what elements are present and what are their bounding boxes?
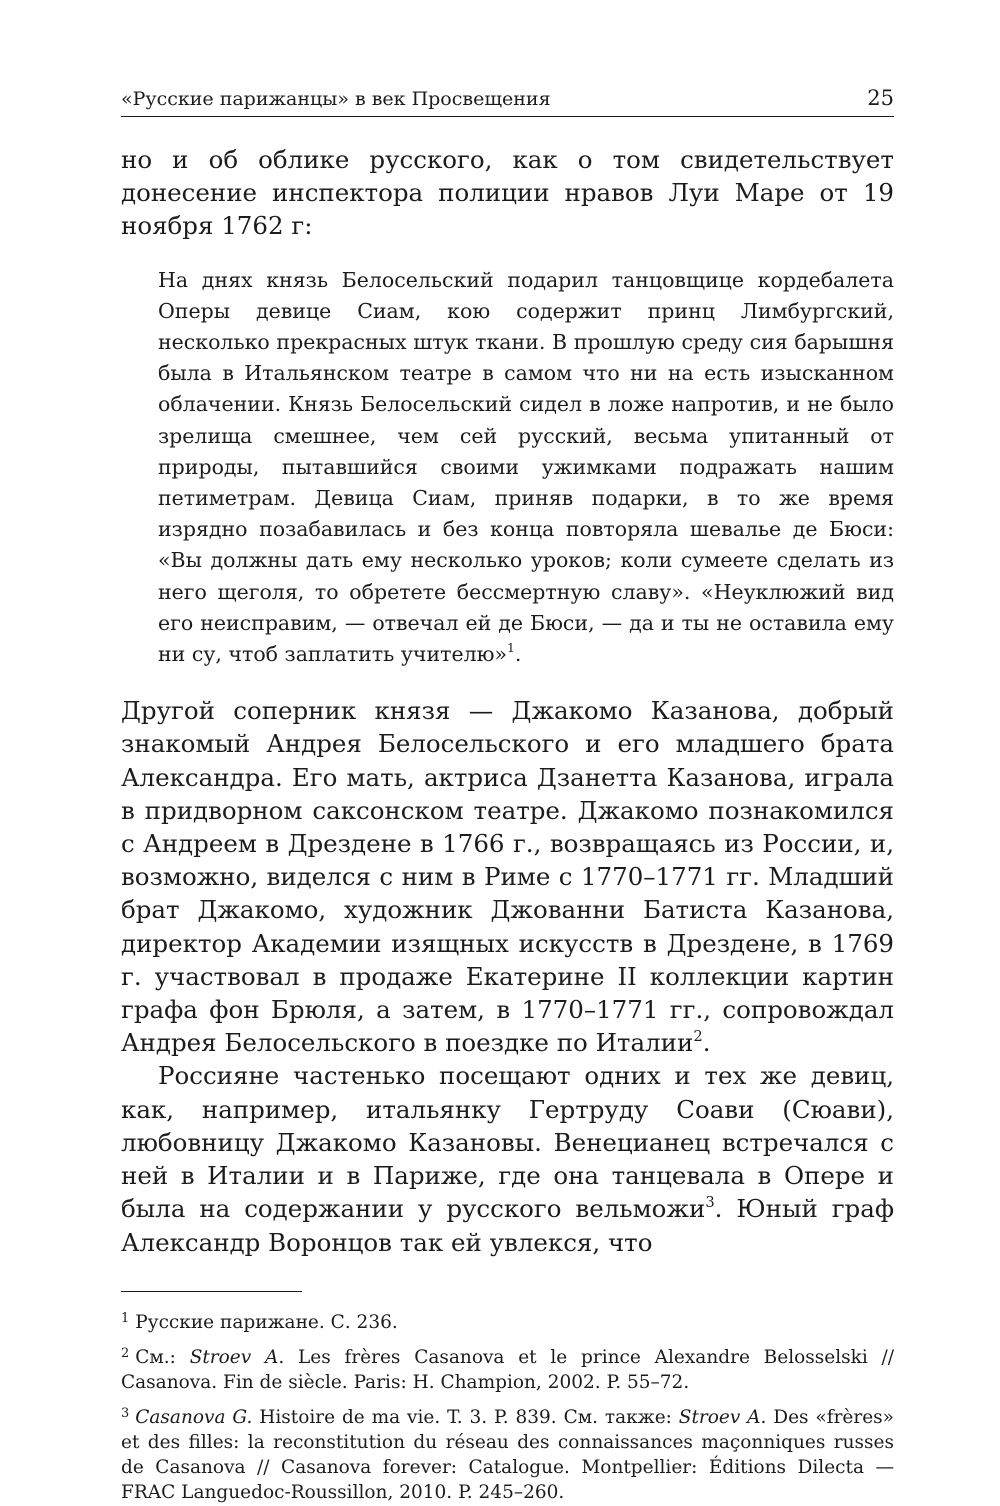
paragraph-soavi <box>121 1059 894 1258</box>
lead-paragraph: но и об облике русского, как о том свидетельствует донесение инспектора полиции нравов Луи Маре от 19 ноября 1762 г: <box>121 145 894 241</box>
footnote-text: Les frères Casanova et le prince Alexandre Belosselski // Casanova. Fin de siècle. Paris: H. Champion, 2002. P. 55–72. <box>121 1346 894 1393</box>
footnote-text: Русские парижане. С. 236. <box>135 1311 398 1333</box>
footnote-author-2: Stroev A. <box>678 1406 767 1428</box>
footnote-2 <box>121 1341 894 1395</box>
footnote-mark: 2 <box>121 1345 130 1361</box>
footnote-1 <box>121 1306 894 1335</box>
page-number: 25 <box>867 86 894 110</box>
footnote-3 <box>121 1401 894 1506</box>
block-quote <box>158 265 894 671</box>
running-head <box>121 84 894 117</box>
running-head-title: «Русские парижанцы» в век Просвещения <box>121 88 551 110</box>
book-page <box>121 84 894 1504</box>
footnote-text: Histoire de ma vie. T. 3. P. 839. См. также: <box>252 1406 679 1428</box>
footnote-prefix: См.: <box>135 1346 190 1368</box>
footnote-ref-3[interactable]: 3 <box>705 1193 715 1211</box>
footnote-ref-2[interactable]: 2 <box>693 1027 703 1045</box>
block-quote-text: На днях князь Белосельский подарил танцовщице кордебалета Оперы девице Сиам, кою содержит принц Лимбургский, несколько прекрасных штук ткани. В прошлую среду сия барышня была в Итальянском театре в самом что ни на есть изысканном облачении. Князь Белосельский сидел в ложе напротив, и не было зрелища смешнее, чем сей русский, весьма упитанный от природы, пытавшийся своими ужимками подражать нашим петиметрам. Девица Сиам, приняв подарки, в то же время изрядно позабавилась и без конца повторяла шевалье де Бюси: «Вы должны дать ему несколько уроков; коли сумеете сделать из него щеголя, то обретете бессмертную славу». «Неуклюжий вид его неисправим, — отвечал ей де Бюси, — да и ты не оставила ему ни су, чтоб заплатить учителю» <box>158 267 894 667</box>
footnotes <box>121 1306 894 1506</box>
paragraph-soavi-text: Россияне частенько посещают одних и тех же девиц, как, например, итальянку Гертруду Соави (Сюави), любовницу Джакомо Казановы. Венецианец встречался с ней в Италии и в Париже, где она танцевала в Опере и была на содержании у русского вельможи <box>121 1061 894 1224</box>
footnote-ref-1[interactable]: 1 <box>507 641 515 655</box>
paragraph-soavi-tail: . Юный граф Александр Воронцов так ей увлекся, что <box>121 1194 894 1257</box>
paragraph-casanova-text: Другой соперник князя — Джакомо Казанова, добрый знакомый Андрея Белосельского и его младшего брата Александра. Его мать, актриса Дзанетта Казанова, играла в придворном саксонском театре. Джакомо познакомился с Андреем в Дрездене в 1766 г., возвращаясь из России, и, возможно, виделся с ним в Риме с 1770–1771 гг. Младший брат Джакомо, художник Джованни Батиста Казанова, директор Академии изящных искусств в Дрездене, в 1769 г. участвовал в продаже Екатерине II коллекции картин графа фон Брюля, а затем, в 1770–1771 гг., сопровождал Андрея Белосельского в поездке по Италии <box>121 696 894 1058</box>
footnote-author: Casanova G. <box>135 1406 253 1428</box>
footnote-mark: 1 <box>121 1310 130 1326</box>
footnote-author: Stroev A. <box>189 1346 285 1368</box>
footnote-text-2: Des «frères» et des filles: la reconstitution du réseau des connaissances maçonniques russes de Casanova // Casanova forever: Catalogue. Montpellier: Éditions Dilecta — FRAC Languedoc-Roussillon, 2010. P. 245–260. <box>121 1406 894 1504</box>
block-quote-tail: . <box>514 642 522 667</box>
footnote-divider <box>121 1291 302 1292</box>
paragraph-casanova-tail: . <box>702 1028 711 1058</box>
paragraph-casanova <box>121 694 894 1059</box>
footnote-mark: 3 <box>121 1405 130 1421</box>
